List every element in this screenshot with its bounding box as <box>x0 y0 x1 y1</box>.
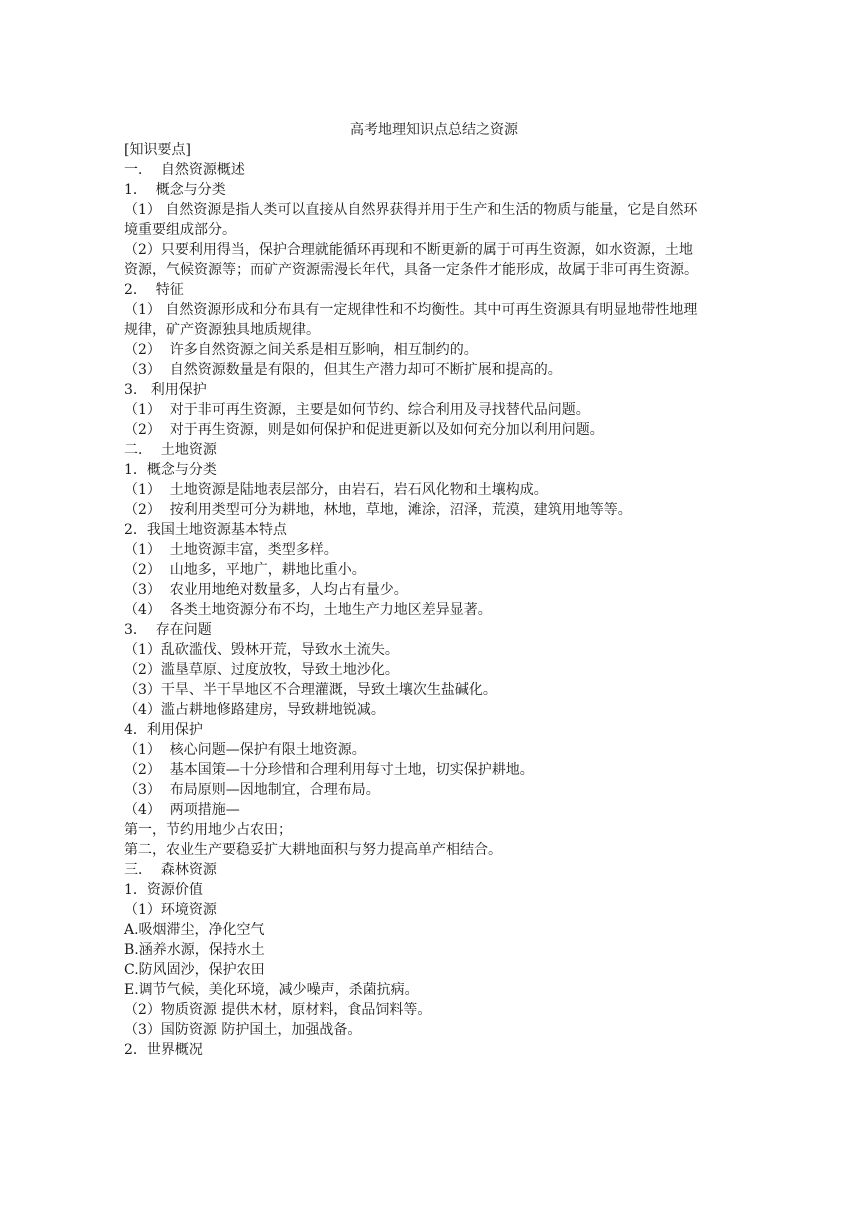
text-line: （2） 山地多，平地广，耕地比重小。 <box>124 562 366 578</box>
subsection-heading: 2．世界概况 <box>124 1042 203 1058</box>
text-line: （3） 自然资源数量是有限的，但其生产潜力却可不断扩展和提高的。 <box>124 362 562 378</box>
text-line: （4） 两项措施— <box>124 802 240 818</box>
text-line: 第一，节约用地少占农田； <box>124 822 292 838</box>
text-line: （3） 农业用地绝对数量多，人均占有量少。 <box>124 582 408 598</box>
text-line: （1） 自然资源形成和分布具有一定规律性和不均衡性。其中可再生资源具有明显地带性地理 <box>124 302 698 318</box>
text-line: 规律，矿产资源独具地质规律。 <box>124 322 320 338</box>
subsection-heading: 1． 概念与分类 <box>124 182 226 198</box>
document-lines <box>124 140 744 1060</box>
text-line: （2）滥垦草原、过度放牧，导致土地沙化。 <box>124 662 399 678</box>
text-line: （3）国防资源 防护国土，加强战备。 <box>124 1022 362 1038</box>
subsection-heading: 3． 存在问题 <box>124 622 212 638</box>
text-line: （1） 核心问题—保护有限土地资源。 <box>124 742 366 758</box>
text-line: （1）环境资源 <box>124 902 217 918</box>
text-line: （3） 布局原则—因地制宜，合理布局。 <box>124 782 380 798</box>
text-line: （4） 各类土地资源分布不均，土地生产力地区差异显著。 <box>124 602 492 618</box>
text-line: （1） 自然资源是指人类可以直接从自然界获得并用于生产和生活的物质与能量，它是自然环 <box>124 202 698 218</box>
text-line: （1）乱砍滥伐、毁林开荒，导致水土流失。 <box>124 642 399 658</box>
text-line: （2）物质资源 提供木材，原材料，食品饲料等。 <box>124 1002 432 1018</box>
subsection-heading: 2． 特征 <box>124 282 184 298</box>
text-line: （2） 基本国策—十分珍惜和合理利用每寸土地，切实保护耕地。 <box>124 762 534 778</box>
text-line: （2） 按利用类型可分为耕地，林地，草地，滩涂，沼泽，荒漠，建筑用地等等。 <box>124 502 632 518</box>
section-heading: 三． 森林资源 <box>124 862 217 878</box>
text-line: （2） 对于再生资源，则是如何保护和促进更新以及如何充分加以利用问题。 <box>124 422 604 438</box>
text-line: （1） 对于非可再生资源，主要是如何节约、综合利用及寻找替代品问题。 <box>124 402 590 418</box>
section-heading: 二． 土地资源 <box>124 442 217 458</box>
text-line: C.防风固沙，保护农田 <box>124 962 265 978</box>
section-heading: 一． 自然资源概述 <box>124 162 245 178</box>
subsection-heading: 3. 利用保护 <box>124 382 207 398</box>
subsection-heading: 1．资源价值 <box>124 882 203 898</box>
document-body <box>124 120 744 1060</box>
text-line: B.涵养水源，保持水土 <box>124 942 265 958</box>
subsection-heading: 2．我国土地资源基本特点 <box>124 522 287 538</box>
subsection-heading: 1．概念与分类 <box>124 462 217 478</box>
text-line: 资源，气候资源等；而矿产资源需漫长年代，具备一定条件才能形成，故属于非可再生资源。 <box>124 262 698 278</box>
document-title: 高考地理知识点总结之资源 <box>350 122 518 138</box>
text-line: （1） 土地资源是陆地表层部分，由岩石，岩石风化物和土壤构成。 <box>124 482 548 498</box>
text-line: （3）干旱、半干旱地区不合理灌溉，导致土壤次生盐碱化。 <box>124 682 497 698</box>
text-line: A.吸烟滞尘，净化空气 <box>124 922 265 938</box>
text-line: （4）滥占耕地修路建房，导致耕地锐减。 <box>124 702 385 718</box>
text-line: （2） 许多自然资源之间关系是相互影响，相互制约的。 <box>124 342 478 358</box>
text-line: [知识要点] <box>124 142 191 158</box>
subsection-heading: 4．利用保护 <box>124 722 203 738</box>
text-line: 第二，农业生产要稳妥扩大耕地面积与努力提高单产相结合。 <box>124 842 502 858</box>
text-line: 境重要组成部分。 <box>124 222 236 238</box>
text-line: （2）只要利用得当，保护合理就能循环再现和不断更新的属于可再生资源，如水资源，土地 <box>124 242 693 258</box>
text-line: （1） 土地资源丰富，类型多样。 <box>124 542 338 558</box>
text-line: E.调节气候，美化环境，减少噪声，杀菌抗病。 <box>124 982 419 998</box>
